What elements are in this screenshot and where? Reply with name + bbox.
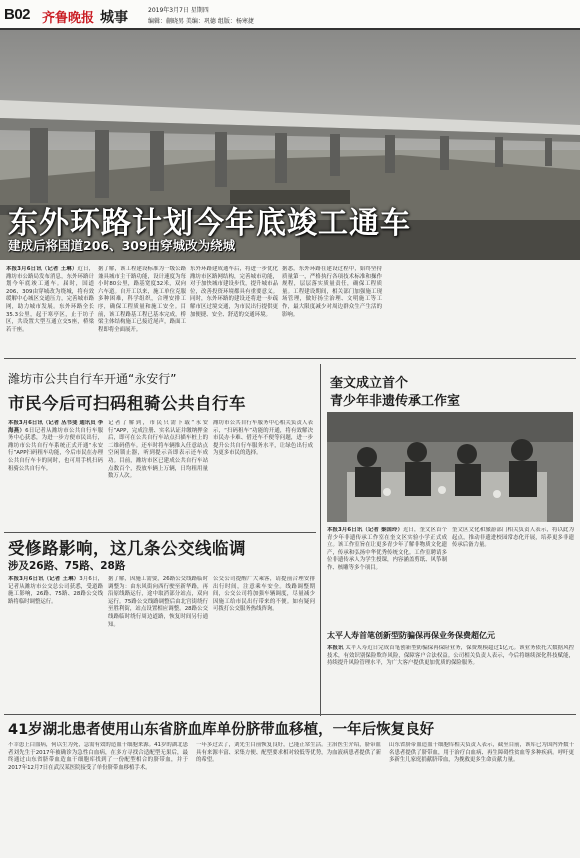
insurance-headline: 太平人寿首笔创新型防骗保再保业务保费超亿元 bbox=[327, 631, 495, 640]
bike-paragraph-3: 潍坊市公共自行车服务中心相关负责人表示，“扫码租车”功能的开通，将有效解决市民办卡难、借还车不便等问题，进一步提升公共自行车服务水平，让绿色出行成为更多市民的选择。 bbox=[213, 420, 313, 457]
bus-paragraph-3: 公交公司提醒广大乘客，请提前合理安排出行时间，注意乘车安全。线路调整期间，公交公司将加强车辆调度，尽量减少因施工给市民出行带来的不便。如有疑问可拨打公交服务热线咨询。 bbox=[213, 576, 315, 613]
section-title: 城事 bbox=[100, 10, 128, 26]
bike-column-3 bbox=[213, 420, 313, 530]
lead-column-3 bbox=[190, 266, 278, 354]
heritage-dateline: 本报3月6日讯（记者 秦国玲） bbox=[327, 527, 403, 533]
lead-column-4 bbox=[282, 266, 382, 354]
lead-paragraph-4: 据悉，东外环路在建设过程中，始终坚持质量第一，严格执行各项技术标准和操作规程，层层落实质量责任，确保工程质量。工程建设期间，相关部门加强施工现场管理，做好扬尘治理、文明施工等工作，最大限度减少对周边群众生产生活的影响。 bbox=[282, 266, 382, 318]
medical-column-1 bbox=[8, 742, 188, 854]
bus-column-3 bbox=[213, 576, 315, 708]
heritage-photo bbox=[327, 412, 573, 522]
lead-paragraph-2: 据了解，该工程建设标准为一级公路兼具城市主干路功能，设计速度为每小时80公里，路基宽度32米，双向六车道。自开工以来，施工单位克服多种困难，科学组织，合理安排工序，确保工程质量和施工安全。目前，该工程路基工程已基本完成，桥梁主体结构施工已接近尾声，路面工程即将全面展开。 bbox=[98, 266, 186, 333]
bike-kicker: 潍坊市公共自行车开通“永安行” bbox=[8, 372, 177, 386]
bike-headline: 市民今后可扫码租骑公共自行车 bbox=[8, 394, 246, 413]
bus-divider bbox=[4, 532, 316, 533]
lead-headline: 东外环路计划今年底竣工通车 bbox=[8, 206, 411, 241]
bike-paragraph-2: 记者了解到，市民只需下载“永安行”APP，完成注册、实名认证并缴纳押金后，即可在公共自行车站点扫描车桩上的二维码借车。还车时将车辆推入任意站点空闲锁止器，听到提示音即表示还车成功。目前，潍坊市区已建成公共自行车站点数百个，投放车辆上万辆，日均租用量数万人次。 bbox=[108, 420, 208, 480]
lead-paragraph-1: 近日，潍坊市公路局发布消息，东外环路计划今年底竣工通车。届时，国道206、309由穿城改为绕城，将有效缓解中心城区交通压力，完善城市路网，助力城市发展。东外环路全长35.3公里，起于寒亭区，止于坊子区，共设置大型互通立交5座，桥梁若干座。 bbox=[6, 266, 94, 333]
lead-subheadline: 建成后将国道206、309由穿城改为绕城 bbox=[8, 238, 236, 253]
editor-line: 编辑：蒯晓男 美编：巩德 组版：杨寒捷 bbox=[148, 18, 254, 25]
medical-paragraph-2: 一年多过去了，刘先生目前恢复良好，已能正常生活。主治医生介绍，脐带血具有来源丰富、采集方便、配型要求相对较低等优势，为血液病患者提供了新的希望。 bbox=[196, 742, 381, 764]
bus-paragraph-2: 据了解，因施工需要，26路公交线路临时调整为：由东风街向西行驶至新华路，再沿原线路运行，途中取消部分站点，双向运行。75路公交线路调整后由北宫街绕行至胜利街，站点设置相应调整。28路公交线路临时绕行周边道路，恢复时间另行通知。 bbox=[108, 576, 208, 628]
heritage-paragraph-2: 奎文区文化和旅游部门相关负责人表示，将以此为起点，推动非遗进校园常态化开展，培养更多非遗传承后备力量。 bbox=[452, 527, 574, 549]
lead-paragraph-3: 东外环路建成通车后，将进一步优化潍坊市区路网结构，完善城市功能，对于加快城市建设步伐，提升城市品位，改善投资环境都具有重要意义。同时，东外环路的建设还将进一步疏解市区过境交通，为市民出行提供更加便捷、安全、舒适的交通环境。 bbox=[190, 266, 278, 318]
bike-column-1 bbox=[8, 420, 103, 530]
classroom-photo-graphic bbox=[327, 412, 573, 522]
insurance-dateline: 本报讯 bbox=[327, 645, 344, 651]
medical-column-2 bbox=[196, 742, 381, 854]
bike-paragraph-1: 6日记者从潍坊市公共自行车服务中心获悉，为进一步方便市民出行，潍坊市公共自行车系统正式开通“永安行”APP扫码租车功能，今后市民在办理公共自行车卡的同时，也可用手机扫码租骑公共自行车。 bbox=[8, 427, 103, 472]
section-divider bbox=[4, 358, 576, 359]
heritage-title-line-2: 青少年非遗传承工作室 bbox=[330, 394, 461, 409]
page-number: B02 bbox=[4, 6, 31, 23]
medical-headline: 41岁湖北患者使用山东省脐血库单份脐带血移植，一年后恢复良好 bbox=[8, 722, 435, 738]
bus-paragraph-1: 3月6日，记者从潍坊市公交总公司获悉，受道路施工影响，26路、75路、28路公交线路将临时调整运行。 bbox=[8, 576, 103, 605]
bus-subheadline: 涉及26路、75路、28路 bbox=[8, 560, 126, 572]
bus-dateline: 本报3月6日讯（记者 王琳） bbox=[8, 576, 80, 582]
heritage-title-line-1: 奎文成立首个 bbox=[330, 376, 409, 391]
lead-column-2 bbox=[98, 266, 186, 354]
bus-column-2 bbox=[108, 576, 208, 708]
date-line: 2019年3月7日 星期四 bbox=[148, 7, 209, 14]
heritage-paragraph-1: 近日，奎文区首个青少年非遗传承工作室在奎文区实验小学正式成立。该工作室旨在让更多青少年了解非物质文化遗产，传承和弘扬中华优秀传统文化。工作室聘请多位非遗传承人为学生授课，内容涵盖剪纸、风筝制作、核雕等多个项目。 bbox=[327, 527, 447, 571]
insurance-body bbox=[327, 645, 574, 713]
bike-column-2 bbox=[108, 420, 208, 530]
medical-paragraph-1: 不幸患上白血病，何以生为死，急需有效的造血干细胞来源。41岁的湖北患者刘先生于2017年被确诊为急性白血病，在多方寻找合适配型无果后，最终通过山东省脐带血造血干细胞库找到了一份配型相合的脐带血，并于2017年12月7日在武汉某医院接受了单份脐带血移植手术。 bbox=[8, 742, 188, 771]
medical-paragraph-3: 山东省脐带血造血干细胞库相关负责人表示，截至目前，该库已为国内外数千名患者提供了脐带血，用于治疗白血病、再生障碍性贫血等多种疾病。呼吁更多新生儿家庭捐献脐带血，为挽救更多生命贡献力量。 bbox=[389, 742, 574, 764]
column-divider bbox=[320, 364, 321, 716]
heritage-column-1 bbox=[327, 527, 447, 627]
paper-logo: 齐鲁晚报 bbox=[42, 11, 95, 26]
medical-column-3 bbox=[389, 742, 574, 854]
heritage-column-2 bbox=[452, 527, 574, 627]
lead-dateline: 本报3月6日讯（记者 王琳） bbox=[6, 266, 78, 272]
bus-headline: 受修路影响，这几条公交线临调 bbox=[8, 539, 246, 558]
bike-dateline: 本报3月6日讯（记者 丛书斐 通讯员 李海燕） bbox=[8, 420, 103, 434]
lead-column-1 bbox=[6, 266, 94, 354]
insurance-paragraph: 太平人寿近日完成首笔创新型防骗保再保险业务，保费规模超过1亿元。该业务依托大数据风控技术，有效识别保险欺诈风险，保障客户合法权益。公司相关负责人表示，今后将继续深化科技赋能，持续提升风险管理水平，为广大客户提供更加优质的保险服务。 bbox=[327, 645, 574, 667]
medical-divider bbox=[4, 714, 576, 715]
page-header bbox=[0, 0, 580, 30]
bus-column-1 bbox=[8, 576, 103, 708]
